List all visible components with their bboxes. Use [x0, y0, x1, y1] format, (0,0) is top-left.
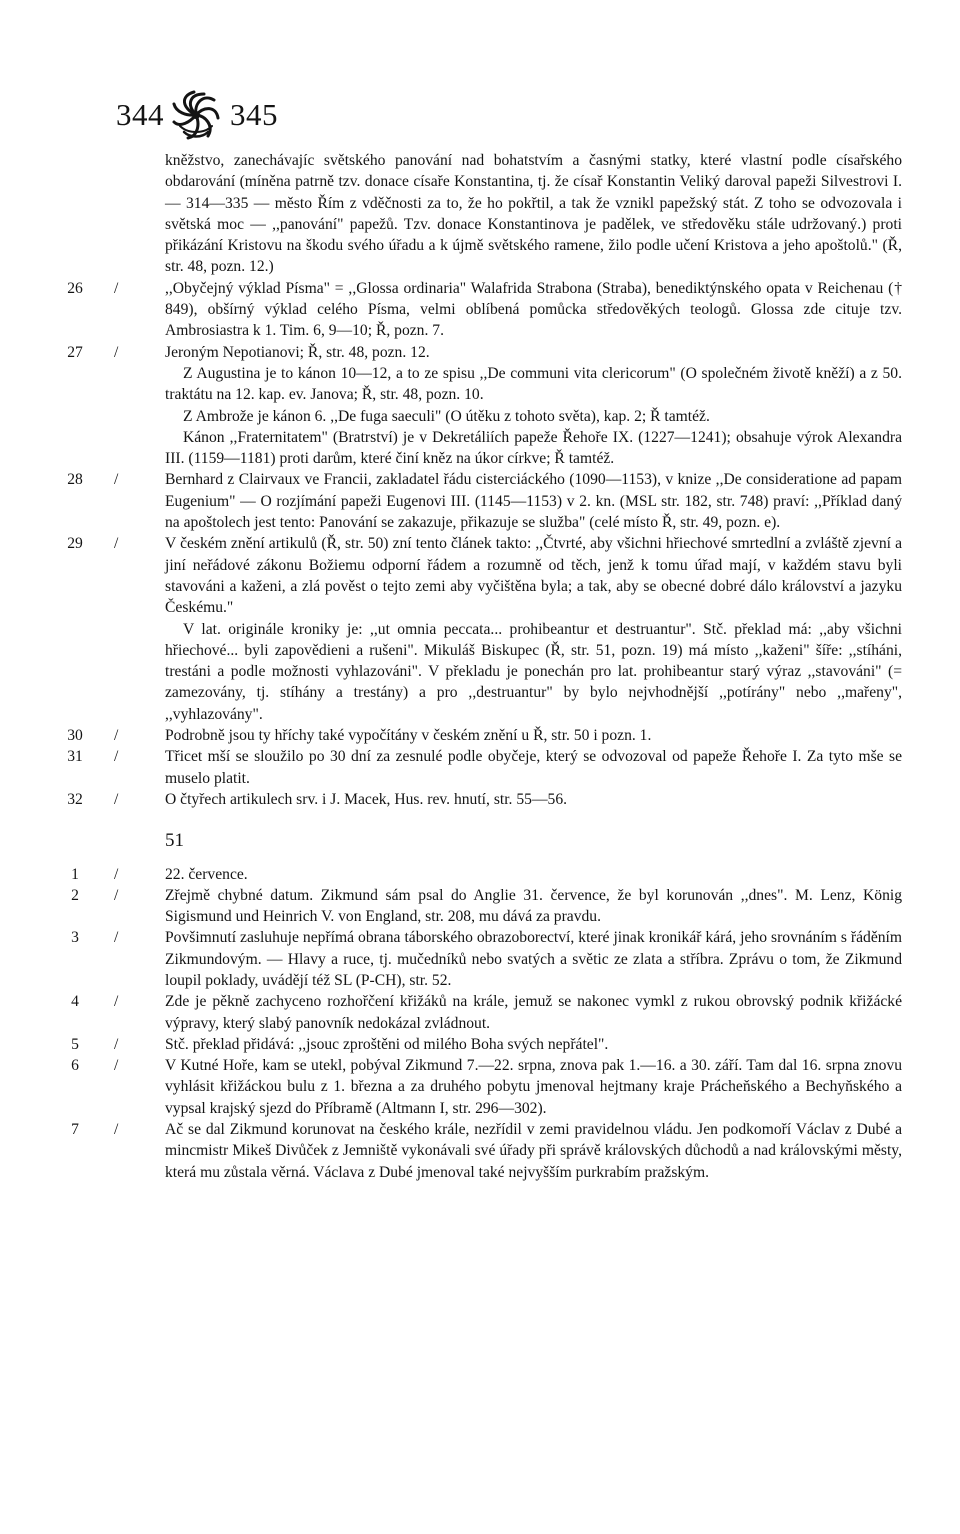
- section-number: 51: [165, 830, 184, 852]
- note-2: [62, 885, 902, 928]
- note-number: 30: [67, 727, 83, 745]
- note-number: 3: [71, 929, 79, 947]
- note-number: 27: [67, 343, 83, 361]
- note-number: 6: [71, 1057, 79, 1075]
- note-29: [62, 533, 902, 725]
- note-slash: /: [114, 1035, 119, 1053]
- note-27: [62, 342, 902, 470]
- note-slash: /: [114, 1057, 119, 1075]
- note-text: Jeroným Nepotianovi; Ř, str. 48, pozn. 12.: [165, 343, 430, 361]
- swirl-ornament-icon: [168, 88, 224, 142]
- note-text: Stč. překlad přidává: ,,jsouc zproštěni od milého Boha svých nepřátel".: [165, 1035, 609, 1053]
- note-30: [62, 725, 902, 746]
- note-text: V českém znění artikulů (Ř, str. 50) zní tento článek takto: ,,Čtvrté, aby všichni hřiechové smrtedlní a zvláště zjevní a jiní neřádové zákonu Božiemu odporní řádem a rozumně od těch, jenž k tomu úřad mají, v každém stavu byli stavováni a kaženi, a zlá pověst o tejto zemi aby vyčištěna byla; a tak, aby se obecné dobré dálo království a jazyku Českému.": [165, 535, 902, 617]
- note-text: Z Ambrože je kánon 6. ,,De fuga saeculi" (O útěku z tohoto světa), kap. 2; Ř tamtéž.: [183, 407, 710, 425]
- page-header: [116, 88, 278, 142]
- note-text: V lat. originále kroniky je: ,,ut omnia peccata... prohibeantur et destruantur". Stč. překlad má: ,,aby všichni hřiechové... byli zapovědieni a rušeni". Mikuláš Biskupec (Ř, str. 51, pozn. 19) má místo ,,kaženi" šíře: ,,stíháni, trestáni a podle možnosti vyhlazováni". V překladu je ponechán pro lat. prohibeantur starý výraz ,,stavováni" (= zamezovány, tj. stíhány a trestány) a pro ,,destruantur" by bylo nejvhodnější ,,potírány" nebo ,,mařeny", ,,vyhlazovány".: [165, 620, 902, 723]
- note-28: [62, 469, 902, 533]
- note-31: [62, 746, 902, 789]
- note-number: 28: [67, 471, 83, 489]
- note-slash: /: [114, 343, 119, 361]
- note-text: Podrobně jsou ty hříchy také vypočítány v českém znění u Ř, str. 50 i pozn. 1.: [165, 727, 652, 745]
- note-number: 5: [71, 1035, 79, 1053]
- note-slash: /: [114, 886, 119, 904]
- note-text: O čtyřech artikulech srv. i J. Macek, Hus. rev. hnutí, str. 55—56.: [165, 790, 568, 808]
- note-text: Z Augustina je to kánon 10—12, a to ze spisu ,,De communi vita clericorum" (O společném životě kněží) a z 50. traktátu na 12. kap. ev. Janova; Ř, str. 48, pozn. 10.: [165, 364, 902, 404]
- note-6: [62, 1055, 902, 1119]
- note-slash: /: [114, 535, 119, 553]
- note-slash: /: [114, 471, 119, 489]
- note-slash: /: [114, 279, 119, 297]
- note-4: [62, 991, 902, 1034]
- note-text: Zde je pěkně zachyceno rozhořčení křižáků na krále, jemuž se nakonec vymkl z rukou obrovský podnik křižácké výpravy, který slabý panovník nedokázal zvládnout.: [165, 993, 902, 1032]
- note-number: 29: [67, 535, 83, 553]
- note-7: [62, 1119, 902, 1183]
- page-number-right: 345: [230, 97, 278, 132]
- note-number: 7: [71, 1121, 79, 1139]
- note-text: ,,Obyčejný výklad Písma" = ,,Glossa ordinaria" Walafrida Strabona (Straba), benediktýnského opata v Reichenau († 849), obšírný výklad celého Písma, velmi oblíbená pomůcka středověkých teologů. Glossa zde cituje tzv. Ambrosiastra k 1. Tim. 6, 9—10; Ř, pozn. 7.: [165, 279, 902, 340]
- note-number: 2: [71, 886, 79, 904]
- note-slash: /: [114, 727, 119, 745]
- note-26: [62, 278, 902, 342]
- note-slash: /: [114, 790, 119, 808]
- note-number: 4: [71, 993, 79, 1011]
- note-slash: /: [114, 748, 119, 766]
- note-text: Bernhard z Clairvaux ve Francii, zakladatel řádu cisterciáckého (1090—1153), v knize ,,De consideratione ad papam Eugenium" — O rozjímání papeži Eugenovi III. (1145—1153) v 2. kn. (MSL str. 182, str. 748) praví: ,,Příklad daný na apoštolech jest tento: Panování se zakazuje, přikazuje se služba" (celé místo Ř, str. 49, pozn. e).: [165, 471, 902, 532]
- note-number: 1: [71, 865, 79, 883]
- note-text: Třicet mší se sloužilo po 30 dní za zesnulé podle obyčeje, který se odvozoval od papeže Řehoře I. Za tyto mše se muselo platit.: [165, 748, 902, 787]
- note-number: 32: [67, 790, 83, 808]
- page-number-left: 344: [116, 97, 164, 132]
- note-slash: /: [114, 865, 119, 883]
- note-slash: /: [114, 993, 119, 1011]
- note-3: [62, 927, 902, 991]
- note-text: V Kutné Hoře, kam se utekl, pobýval Zikmund 7.—22. srpna, znova pak 1.—16. a 30. září. Tam dal 16. srpna znovu vyhlásit křižáckou bulu z 1. března a za druhého pobytu jmenoval hejtmany kraje Prácheňského a Bechyňského a vypsal krajský sjezd do Příbramě (Altmann I, str. 296—302).: [165, 1057, 902, 1117]
- note-text: Ač se dal Zikmund korunovat na českého krále, nezřídil v zemi pravidelnou vládu. Jen podkomoří Václav z Dubé a mincmistr Mikeš Divůček z Jemniště vykonávali své úřady při správě královských důchodů a nad královskými městy, která mu zůstala věrná. Václava z Dubé jmenoval také nejvyšším purkrabím pražským.: [165, 1121, 902, 1181]
- note-text: Kánon ,,Fraternitatem" (Bratrství) je v Dekretáliích papeže Řehoře IX. (1227—1241); obsahuje výrok Alexandra III. (1159—1181) proti darům, které činí kněz na úkor církve; Ř tamtéž.: [165, 428, 902, 468]
- note-number: 26: [67, 279, 83, 297]
- note-text: 22. července.: [165, 865, 248, 883]
- note-number: 31: [67, 748, 83, 766]
- note-1: [62, 864, 902, 885]
- note-slash: /: [114, 929, 119, 947]
- note-5: [62, 1034, 902, 1055]
- note-slash: /: [114, 1121, 119, 1139]
- note-32: [62, 789, 902, 810]
- continuation-paragraph: kněžstvo, zanechávajíc světského panování nad bohatstvím a časnými statky, které vlastní podle císařského obdarování (míněna patrně tzv. donace císaře Konstantina, tj. že císař Konstantin Veliký daroval papeži Silvestrovi I. — 314—335 — město Řím z vděčnosti za to, že ho pokřtil, a tak že vznikl papežský stát. Z toho se odvozovala i světská moc — ,,panování" papežů. Tzv. donace Konstantinova je padělek, ve středověku stále udržovaný.) proti přikázání Kristovu na škodu svého úřadu a k újmě světského ramene, žilo podle učení Kristova a jeho apoštolů." (Ř, str. 48, pozn. 12.): [165, 152, 902, 276]
- notes-body: [62, 150, 902, 1183]
- note-text: Povšimnutí zasluhuje nepřímá obrana táborského obrazoborectví, které jinak kronikář kárá, jeho srovnáním s řáděním Zikmundovým. — Hlavy a ruce, tj. mučedníků nebo svatých a světic ze zlata a stříbra. Zprávu o tom, že Zikmund loupil poklady, uvádějí též SL (P-CH), str. 52.: [165, 929, 902, 989]
- note-text: Zřejmě chybné datum. Zikmund sám psal do Anglie 31. července, že byl korunován ,,dnes". M. Lenz, König Sigismund und Heinrich V. von England, str. 208, mu dává za pravdu.: [165, 886, 902, 926]
